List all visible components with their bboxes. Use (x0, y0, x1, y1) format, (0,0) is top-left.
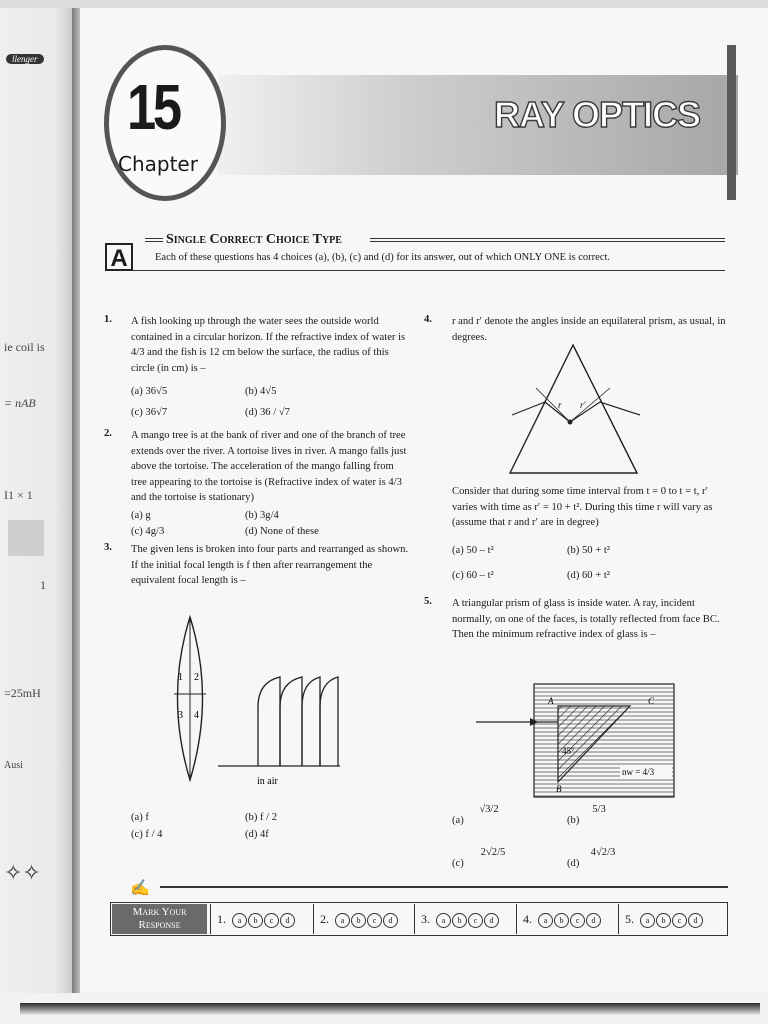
section-letter: A (105, 243, 133, 271)
answer-bubble-d[interactable]: d (280, 913, 295, 928)
chapter-word: Chapter (118, 152, 198, 176)
question-text: A fish looking up through the water sees the outside world contained in a circular horizon. If the refractive index of water is 4/3 and the fish is 12 cm below the surface, the radius of this circle (in cm) is – (131, 316, 406, 374)
rearranged-part-1 (258, 677, 280, 766)
response-label-line: Mark Your (132, 906, 187, 918)
response-number: 1. (217, 912, 226, 926)
option-b: (b) 3g/4 (245, 510, 279, 521)
option-c-value: 2√2/5 (480, 847, 506, 858)
question-number: 2. (104, 428, 112, 439)
answer-bubble-b[interactable]: b (554, 913, 569, 928)
banner-edge (727, 45, 736, 200)
option-a: (a) 50 – t² (452, 545, 494, 556)
question-text: A triangular prism of glass is inside water. A ray, incident normally, on one of the faces, is totally reflected from face BC. Then the minimum refractive index of glass is – (452, 598, 720, 640)
left-page-ornament: ✧✧ (4, 860, 41, 885)
answer-bubble-c[interactable]: c (672, 913, 687, 928)
section-rule (145, 238, 163, 242)
section-underline (133, 270, 725, 271)
option-c: (c) (452, 858, 464, 869)
answer-bubble-d[interactable]: d (586, 913, 601, 928)
answer-bubble-c[interactable]: c (367, 913, 382, 928)
option-d: (d) 4f (245, 829, 269, 840)
lens-figure (160, 612, 350, 792)
option-a: (a) 36√5 (131, 386, 168, 397)
response-number: 5. (625, 912, 634, 926)
ray-path (512, 402, 640, 422)
normal-line (536, 388, 570, 422)
pencil-icon: ✍ (130, 880, 150, 897)
chapter-number: 15 (127, 71, 179, 143)
left-page-text: = nAB (4, 396, 36, 410)
response-rule (160, 886, 728, 888)
angle-label: 45° (562, 746, 575, 756)
section-title: Single Correct Choice Type (166, 232, 342, 247)
option-a: (a) g (131, 510, 151, 521)
option-c: (c) f / 4 (131, 829, 163, 840)
rearranged-part-4 (320, 677, 338, 766)
option-b: (b) f / 2 (245, 812, 278, 823)
answer-bubble-a[interactable]: a (335, 913, 350, 928)
option-a: (a) (452, 815, 464, 826)
left-page-text: Ausi (4, 760, 23, 771)
question-number: 4. (424, 314, 432, 325)
water-index-label: nw = 4/3 (622, 767, 655, 777)
option-d: (d) 36 / √7 (245, 407, 290, 418)
option-b: (b) 4√5 (245, 386, 277, 397)
answer-bubble-b[interactable]: b (452, 913, 467, 928)
question-text: A mango tree is at the bank of river and one of the branch of tree extends over the river. A tortoise lives in river. A mango falls just above the tortoise. The acceleration of the mango falling from tree appearing to the tortoise is (Refractive index of water is 4/3 and the tortoise is stationary) (131, 430, 407, 503)
lens-part-label: 4 (194, 710, 199, 721)
question-text: The given lens is broken into four parts and rearranged as shown. If the initial focal length is f then after rearrangement the equivalent focal length is – (131, 544, 409, 586)
vertex-label: A (548, 696, 554, 706)
section-description: Each of these questions has 4 choices (a), (b), (c) and (d) for its answer, out of which ONLY ONE is correct. (155, 252, 611, 263)
option-d: (d) 60 + t² (567, 570, 610, 581)
figure-caption: in air (257, 776, 278, 787)
question-text-continued: Consider that during some time interval from t = 0 to t = t, r′ varies with time as r′ = 10 + t². During this time r will vary as (assume that r and r′ are in degree) (452, 486, 713, 528)
option-d: (d) (567, 858, 580, 869)
prism-figure (500, 340, 650, 480)
response-number: 2. (320, 912, 329, 926)
answer-bubble-a[interactable]: a (232, 913, 247, 928)
left-page-edge (0, 8, 80, 993)
rearranged-part-3 (302, 677, 320, 766)
option-c: (c) 36√7 (131, 407, 168, 418)
question-number: 1. (104, 314, 112, 325)
question-text: r and r′ denote the angles inside an equilateral prism, as usual, in degrees. (452, 316, 726, 343)
option-b: (b) 50 + t² (567, 545, 610, 556)
question-number: 5. (424, 596, 432, 607)
option-d: (d) None of these (245, 526, 319, 537)
answer-bubble-b[interactable]: b (351, 913, 366, 928)
question-number: 3. (104, 542, 112, 553)
option-b: (b) (567, 815, 580, 826)
answer-bubble-b[interactable]: b (656, 913, 671, 928)
glass-prism-figure (470, 662, 680, 802)
answer-bubble-c[interactable]: c (264, 913, 279, 928)
answer-bubble-a[interactable]: a (640, 913, 655, 928)
response-item (414, 904, 516, 934)
response-item (210, 904, 313, 934)
response-item (516, 904, 618, 934)
answer-bubble-c[interactable]: c (570, 913, 585, 928)
lens-part-label: 3 (178, 710, 183, 721)
option-b-value: 5/3 (592, 804, 606, 815)
answer-bubble-d[interactable]: d (688, 913, 703, 928)
angle-r-prime-label: r′ (580, 400, 586, 410)
response-item (618, 904, 726, 934)
response-number: 3. (421, 912, 430, 926)
left-page-text: =25mH (4, 686, 41, 700)
bottom-shadow (20, 1003, 760, 1015)
answer-bubble-d[interactable]: d (383, 913, 398, 928)
answer-bubble-b[interactable]: b (248, 913, 263, 928)
vertex-label: C (648, 696, 655, 706)
answer-bubble-d[interactable]: d (484, 913, 499, 928)
left-page-tab: llenger (6, 54, 44, 64)
lens-part-label: 2 (194, 672, 199, 683)
prism-outline (510, 345, 637, 473)
angle-r-label: r (558, 400, 562, 410)
left-page-text: I1 × 1 (4, 488, 33, 502)
chapter-title: RAY OPTICS (494, 94, 701, 135)
answer-bubble-c[interactable]: c (468, 913, 483, 928)
response-item (313, 904, 414, 934)
answer-bubble-a[interactable]: a (538, 913, 553, 928)
response-label-line: Response (138, 919, 181, 931)
response-label (112, 904, 207, 934)
left-page-text: 1 (40, 578, 46, 592)
left-page-box (8, 520, 44, 556)
response-number: 4. (523, 912, 532, 926)
option-d-value: 4√2/3 (590, 847, 616, 858)
section-rule (370, 238, 725, 242)
left-page-text: ie coil is (4, 340, 45, 354)
rearranged-part-2 (280, 677, 302, 766)
option-c: (c) 60 – t² (452, 570, 494, 581)
vertex-label: B (556, 784, 562, 794)
option-a: (a) f (131, 812, 149, 823)
answer-bubble-a[interactable]: a (436, 913, 451, 928)
lens-part-label: 1 (178, 672, 183, 683)
option-c: (c) 4g/3 (131, 526, 165, 537)
normal-line (570, 388, 610, 422)
option-a-value: √3/2 (479, 804, 499, 815)
